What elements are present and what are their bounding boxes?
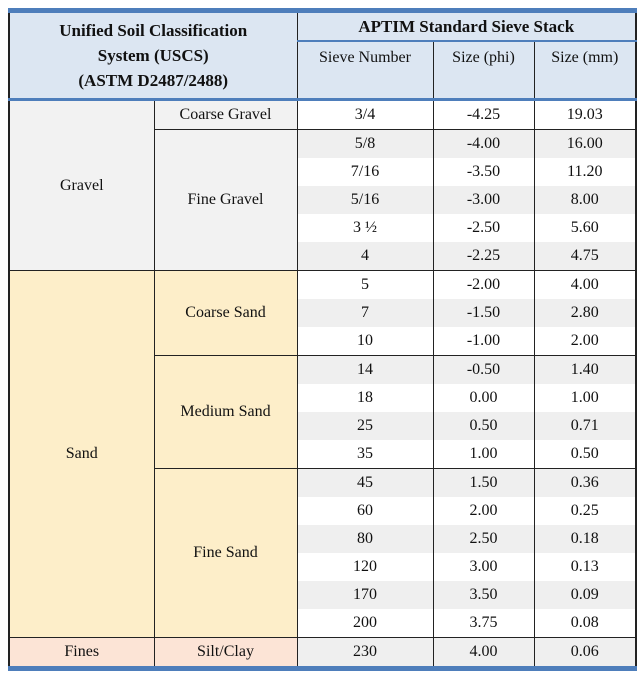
sieve-number-cell: 5 [297,271,433,300]
sieve-number-cell: 10 [297,327,433,356]
subcategory-cell-fine-gravel: Fine Gravel [154,130,297,271]
size-phi-cell: -3.00 [433,186,534,214]
subcategory-cell-coarse-sand: Coarse Sand [154,271,297,356]
column-header-sieve-number: Sieve Number [297,41,433,100]
sieve-number-cell: 5/8 [297,130,433,159]
size-phi-cell: 4.00 [433,638,534,669]
size-phi-cell: 3.50 [433,581,534,609]
sieve-number-cell: 14 [297,356,433,385]
size-phi-cell: 1.50 [433,469,534,498]
sieve-number-cell: 25 [297,412,433,440]
column-header-size-phi: Size (phi) [433,41,534,100]
size-mm-cell: 0.36 [534,469,636,498]
size-phi-cell: -4.25 [433,100,534,130]
category-cell-sand: Sand [9,271,154,638]
sieve-number-cell: 35 [297,440,433,469]
size-mm-cell: 1.00 [534,384,636,412]
size-phi-cell: -1.00 [433,327,534,356]
size-mm-cell: 0.09 [534,581,636,609]
size-mm-cell: 0.08 [534,609,636,638]
sieve-number-cell: 200 [297,609,433,638]
size-phi-cell: 3.75 [433,609,534,638]
size-mm-cell: 0.18 [534,525,636,553]
size-mm-cell: 11.20 [534,158,636,186]
size-phi-cell: 3.00 [433,553,534,581]
table-row [9,271,636,300]
sieve-number-cell: 120 [297,553,433,581]
size-mm-cell: 4.00 [534,271,636,300]
size-mm-cell: 19.03 [534,100,636,130]
size-phi-cell: -4.00 [433,130,534,159]
size-phi-cell: 0.00 [433,384,534,412]
sieve-stack-table [8,8,637,671]
sieve-number-cell: 4 [297,242,433,271]
subcategory-cell-silt-clay: Silt/Clay [154,638,297,669]
size-phi-cell: 1.00 [433,440,534,469]
size-mm-cell: 0.06 [534,638,636,669]
size-mm-cell: 0.13 [534,553,636,581]
size-phi-cell: -1.50 [433,299,534,327]
size-phi-cell: 2.50 [433,525,534,553]
subcategory-cell-coarse-gravel: Coarse Gravel [154,100,297,130]
sieve-number-cell: 18 [297,384,433,412]
size-phi-cell: 0.50 [433,412,534,440]
sieve-number-cell: 3/4 [297,100,433,130]
size-phi-cell: 2.00 [433,497,534,525]
size-phi-cell: -3.50 [433,158,534,186]
sieve-number-cell: 7 [297,299,433,327]
uscs-header-cell [9,11,297,100]
size-phi-cell: -2.25 [433,242,534,271]
sieve-number-cell: 5/16 [297,186,433,214]
size-phi-cell: -0.50 [433,356,534,385]
size-mm-cell: 8.00 [534,186,636,214]
category-cell-gravel: Gravel [9,100,154,271]
sieve-number-cell: 60 [297,497,433,525]
table-row [9,638,636,669]
size-mm-cell: 1.40 [534,356,636,385]
size-mm-cell: 2.80 [534,299,636,327]
sieve-number-cell: 7/16 [297,158,433,186]
sieve-number-cell: 170 [297,581,433,609]
subcategory-cell-medium-sand: Medium Sand [154,356,297,469]
sieve-number-cell: 230 [297,638,433,669]
category-cell-fines: Fines [9,638,154,669]
sieve-number-cell: 80 [297,525,433,553]
sieve-stack-title: APTIM Standard Sieve Stack [297,11,636,42]
sieve-number-cell: 45 [297,469,433,498]
uscs-header-line1: Unified Soil Classification [59,21,248,40]
sieve-number-cell: 3 ½ [297,214,433,242]
size-mm-cell: 5.60 [534,214,636,242]
uscs-header-line3: (ASTM D2487/2488) [78,71,229,90]
size-mm-cell: 4.75 [534,242,636,271]
table-row [9,100,636,130]
uscs-header-line2: System (USCS) [97,46,209,65]
size-mm-cell: 0.25 [534,497,636,525]
size-phi-cell: -2.00 [433,271,534,300]
size-mm-cell: 0.71 [534,412,636,440]
column-header-size-mm: Size (mm) [534,41,636,100]
subcategory-cell-fine-sand: Fine Sand [154,469,297,638]
size-mm-cell: 0.50 [534,440,636,469]
size-phi-cell: -2.50 [433,214,534,242]
size-mm-cell: 2.00 [534,327,636,356]
size-mm-cell: 16.00 [534,130,636,159]
